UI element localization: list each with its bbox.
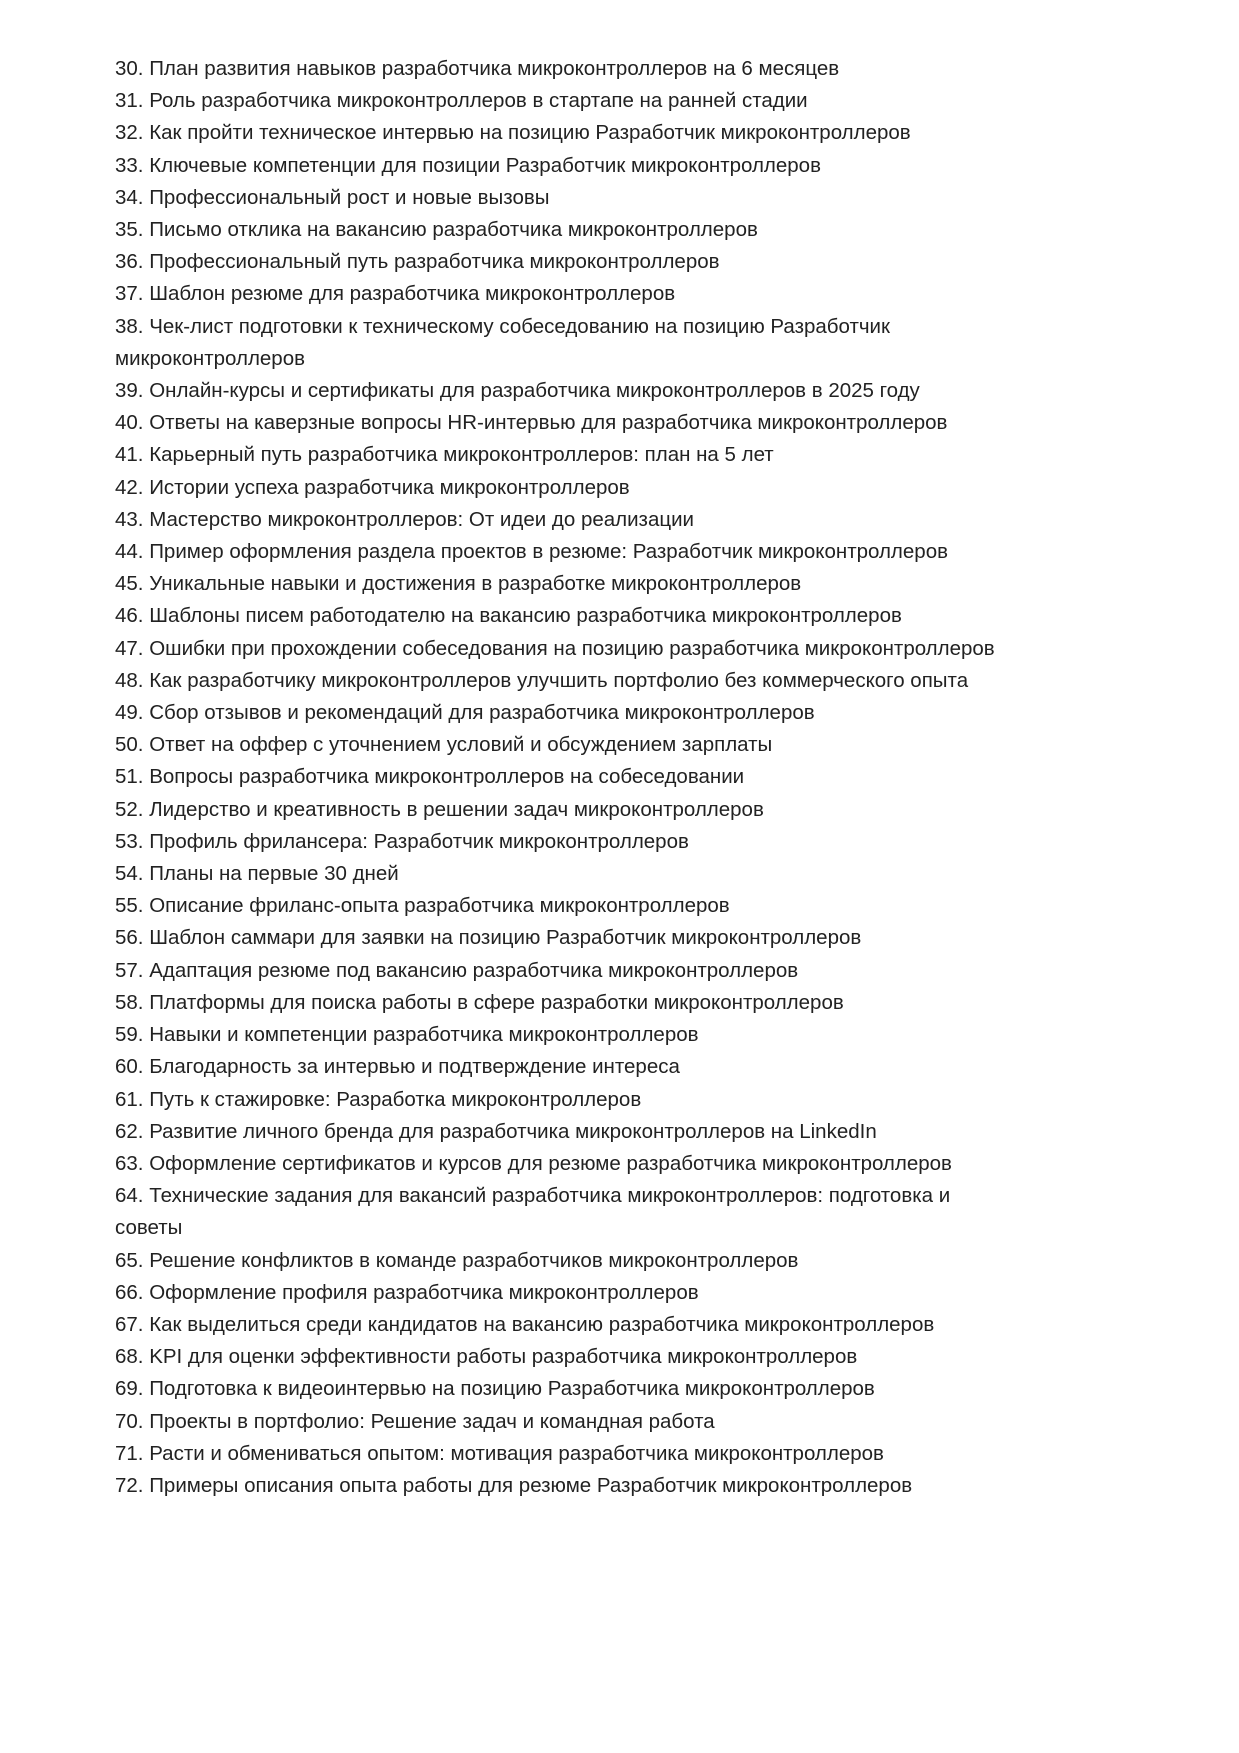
list-item: 33. Ключевые компетенции для позиции Разработчик микроконтроллеров bbox=[115, 153, 821, 177]
list-item: 42. Истории успеха разработчика микроконтроллеров bbox=[115, 475, 630, 499]
list-item: 62. Развитие личного бренда для разработчика микроконтроллеров на LinkedIn bbox=[115, 1119, 877, 1143]
list-item: 54. Планы на первые 30 дней bbox=[115, 862, 399, 886]
list-item: 49. Сбор отзывов и рекомендаций для разработчика микроконтроллеров bbox=[115, 701, 815, 725]
list-item: 52. Лидерство и креативность в решении задач микроконтроллеров bbox=[115, 797, 764, 821]
list-item: 36. Профессиональный путь разработчика микроконтроллеров bbox=[115, 250, 720, 274]
list-item: 66. Оформление профиля разработчика микроконтроллеров bbox=[115, 1280, 699, 1304]
list-item: 41. Карьерный путь разработчика микроконтроллеров: план на 5 лет bbox=[115, 443, 774, 467]
list-item: 53. Профиль фрилансера: Разработчик микроконтроллеров bbox=[115, 829, 689, 853]
list-item: 34. Профессиональный рост и новые вызовы bbox=[115, 185, 550, 209]
list-item: 35. Письмо отклика на вакансию разработчика микроконтроллеров bbox=[115, 218, 758, 242]
list-item: 61. Путь к стажировке: Разработка микроконтроллеров bbox=[115, 1087, 642, 1111]
list-item: 64. Технические задания для вакансий разработчика микроконтроллеров: подготовка и советы bbox=[115, 1184, 951, 1240]
list-item: 37. Шаблон резюме для разработчика микроконтроллеров bbox=[115, 282, 676, 306]
list-item: 40. Ответы на каверзные вопросы HR-интервью для разработчика микроконтроллеров bbox=[115, 411, 948, 435]
list-item: 51. Вопросы разработчика микроконтроллеров на собеседовании bbox=[115, 765, 745, 789]
list-item: 48. Как разработчику микроконтроллеров улучшить портфолио без коммерческого опыта bbox=[115, 668, 969, 692]
list-item: 57. Адаптация резюме под вакансию разработчика микроконтроллеров bbox=[115, 958, 799, 982]
list-item: 58. Платформы для поиска работы в сфере разработки микроконтроллеров bbox=[115, 990, 844, 1014]
list-item: 38. Чек-лист подготовки к техническому собеседованию на позицию Разработчик микроконтроллеров bbox=[115, 314, 890, 370]
list-item: 59. Навыки и компетенции разработчика микроконтроллеров bbox=[115, 1023, 699, 1047]
list-item: 30. План развития навыков разработчика микроконтроллеров на 6 месяцев bbox=[115, 57, 840, 80]
list-item: 68. KPI для оценки эффективности работы разработчика микроконтроллеров bbox=[115, 1345, 858, 1369]
list-item: 65. Решение конфликтов в команде разработчиков микроконтроллеров bbox=[115, 1248, 799, 1272]
list-item: 39. Онлайн-курсы и сертификаты для разработчика микроконтроллеров в 2025 году bbox=[115, 379, 920, 403]
article-topic-list bbox=[115, 53, 1000, 1502]
list-item: 70. Проекты в портфолио: Решение задач и командная работа bbox=[115, 1409, 715, 1433]
list-item: 32. Как пройти техническое интервью на позицию Разработчик микроконтроллеров bbox=[115, 121, 911, 145]
list-item: 44. Пример оформления раздела проектов в резюме: Разработчик микроконтроллеров bbox=[115, 540, 948, 564]
list-item: 67. Как выделиться среди кандидатов на вакансию разработчика микроконтроллеров bbox=[115, 1312, 935, 1336]
list-item: 71. Расти и обмениваться опытом: мотивация разработчика микроконтроллеров bbox=[115, 1441, 884, 1465]
list-item: 69. Подготовка к видеоинтервью на позицию Разработчика микроконтроллеров bbox=[115, 1377, 875, 1401]
list-item: 46. Шаблоны писем работодателю на вакансию разработчика микроконтроллеров bbox=[115, 604, 902, 628]
list-item: 63. Оформление сертификатов и курсов для резюме разработчика микроконтроллеров bbox=[115, 1151, 952, 1175]
list-item: 31. Роль разработчика микроконтроллеров в стартапе на ранней стадии bbox=[115, 89, 808, 113]
list-item: 60. Благодарность за интервью и подтверждение интереса bbox=[115, 1055, 680, 1079]
list-item: 43. Мастерство микроконтроллеров: От идеи до реализации bbox=[115, 507, 695, 531]
list-item: 55. Описание фриланс-опыта разработчика микроконтроллеров bbox=[115, 894, 730, 918]
list-item: 56. Шаблон саммари для заявки на позицию Разработчик микроконтроллеров bbox=[115, 926, 862, 950]
list-item: 72. Примеры описания опыта работы для резюме Разработчик микроконтроллеров bbox=[115, 1473, 913, 1497]
list-item: 45. Уникальные навыки и достижения в разработке микроконтроллеров bbox=[115, 572, 802, 596]
list-item: 47. Ошибки при прохождении собеседования на позицию разработчика микроконтроллеров bbox=[115, 636, 995, 660]
list-item: 50. Ответ на оффер с уточнением условий и обсуждением зарплаты bbox=[115, 733, 773, 757]
